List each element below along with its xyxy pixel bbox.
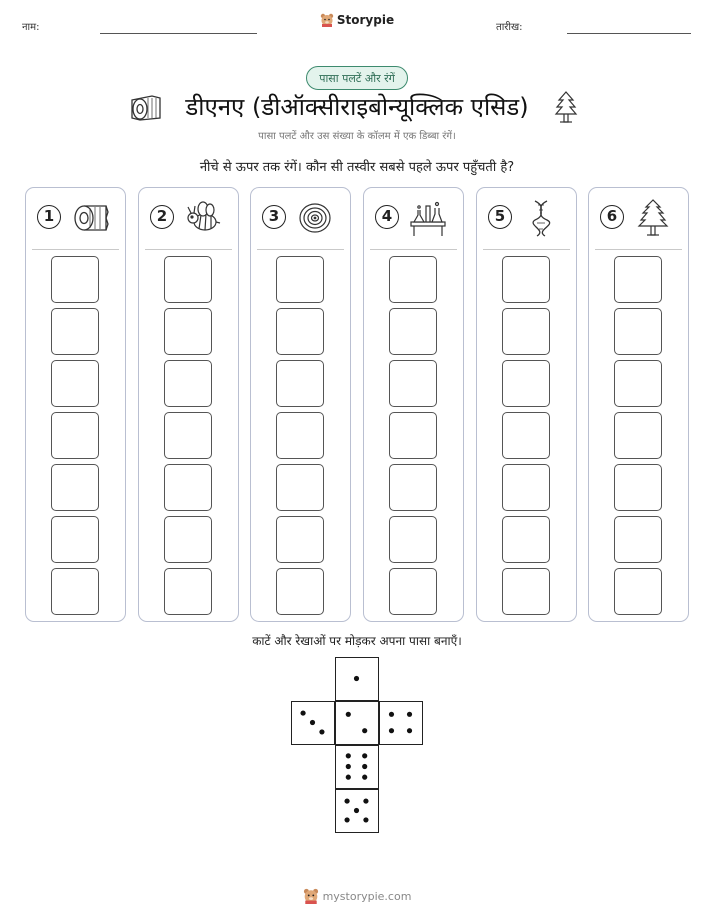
column-divider — [257, 249, 344, 250]
color-box[interactable] — [502, 360, 550, 407]
color-box[interactable] — [389, 360, 437, 407]
color-box[interactable] — [51, 568, 99, 615]
tree-icon — [633, 198, 673, 238]
color-box[interactable] — [164, 308, 212, 355]
subtitle: पासा पलटें और उस संख्या के कॉलम में एक डिब्बा रंगें। — [258, 131, 456, 142]
color-box[interactable] — [164, 516, 212, 563]
color-box[interactable] — [614, 308, 662, 355]
color-box[interactable] — [502, 516, 550, 563]
column-1 — [25, 187, 126, 622]
color-box[interactable] — [51, 516, 99, 563]
column-number: 6 — [600, 205, 624, 229]
color-box[interactable] — [502, 412, 550, 459]
dice-face — [335, 789, 379, 833]
color-box[interactable] — [614, 568, 662, 615]
color-box[interactable] — [51, 360, 99, 407]
instruction: नीचे से ऊपर तक रंगें। कौन सी तस्वीर सबसे पहले ऊपर पहुँचती है? — [199, 160, 515, 175]
color-box[interactable] — [389, 412, 437, 459]
color-box[interactable] — [389, 308, 437, 355]
color-box[interactable] — [276, 464, 324, 511]
color-box[interactable] — [51, 412, 99, 459]
column-number: 1 — [37, 205, 61, 229]
column-divider — [145, 249, 232, 250]
brand-name: Storypie — [336, 13, 395, 27]
color-box[interactable] — [164, 568, 212, 615]
color-box[interactable] — [502, 464, 550, 511]
color-box[interactable] — [164, 464, 212, 511]
dice-face — [335, 701, 379, 745]
column-divider — [370, 249, 457, 250]
date-label: तारीख: — [496, 22, 523, 33]
lab-flasks-table-icon — [408, 198, 448, 238]
color-box[interactable] — [502, 568, 550, 615]
name-label: नाम: — [22, 22, 40, 33]
dice-face — [335, 657, 379, 701]
color-box[interactable] — [164, 360, 212, 407]
footer-url: mystorypie.com — [322, 890, 412, 903]
column-number: 2 — [150, 205, 174, 229]
column-divider — [595, 249, 682, 250]
color-box[interactable] — [51, 308, 99, 355]
dice-face — [379, 701, 423, 745]
color-box[interactable] — [164, 412, 212, 459]
color-box[interactable] — [389, 568, 437, 615]
column-4 — [363, 187, 464, 622]
toilet-paper-roll-icon — [70, 198, 110, 238]
dice-face — [335, 745, 379, 789]
footer — [0, 888, 714, 907]
color-box[interactable] — [502, 308, 550, 355]
color-box[interactable] — [389, 516, 437, 563]
color-box[interactable] — [276, 412, 324, 459]
dice-face — [291, 701, 335, 745]
column-3 — [250, 187, 351, 622]
color-box[interactable] — [276, 360, 324, 407]
activity-badge: पासा पलटें और रंगें — [306, 66, 408, 90]
page-title: डीएनए (डीऑक्सीराइबोन्यूक्लिक एसिड) — [185, 93, 529, 121]
color-box[interactable] — [614, 412, 662, 459]
column-2 — [138, 187, 239, 622]
color-box[interactable] — [614, 256, 662, 303]
column-number: 5 — [488, 205, 512, 229]
bear-mascot-icon — [303, 888, 319, 907]
color-box[interactable] — [502, 256, 550, 303]
cut-instruction: काटें और रेखाओं पर मोड़कर अपना पासा बनाएँ। — [252, 634, 462, 648]
color-box[interactable] — [276, 256, 324, 303]
column-6 — [588, 187, 689, 622]
color-box[interactable] — [389, 256, 437, 303]
bee-icon — [183, 198, 223, 238]
color-box[interactable] — [51, 464, 99, 511]
bear-mascot-icon — [320, 13, 334, 30]
column-number: 3 — [262, 205, 286, 229]
brand-logo — [0, 13, 714, 30]
column-divider — [483, 249, 570, 250]
color-box[interactable] — [614, 360, 662, 407]
column-number: 4 — [375, 205, 399, 229]
column-divider — [32, 249, 119, 250]
color-box[interactable] — [164, 256, 212, 303]
color-box[interactable] — [614, 464, 662, 511]
tree-rings-icon — [295, 198, 335, 238]
color-box[interactable] — [276, 516, 324, 563]
column-5 — [476, 187, 577, 622]
dna-helix-icon — [521, 198, 561, 238]
color-box[interactable] — [389, 464, 437, 511]
color-box[interactable] — [614, 516, 662, 563]
color-box[interactable] — [276, 308, 324, 355]
color-box[interactable] — [51, 256, 99, 303]
name-line[interactable] — [100, 33, 257, 34]
date-line[interactable] — [567, 33, 691, 34]
color-box[interactable] — [276, 568, 324, 615]
title-right-icon — [553, 90, 579, 124]
